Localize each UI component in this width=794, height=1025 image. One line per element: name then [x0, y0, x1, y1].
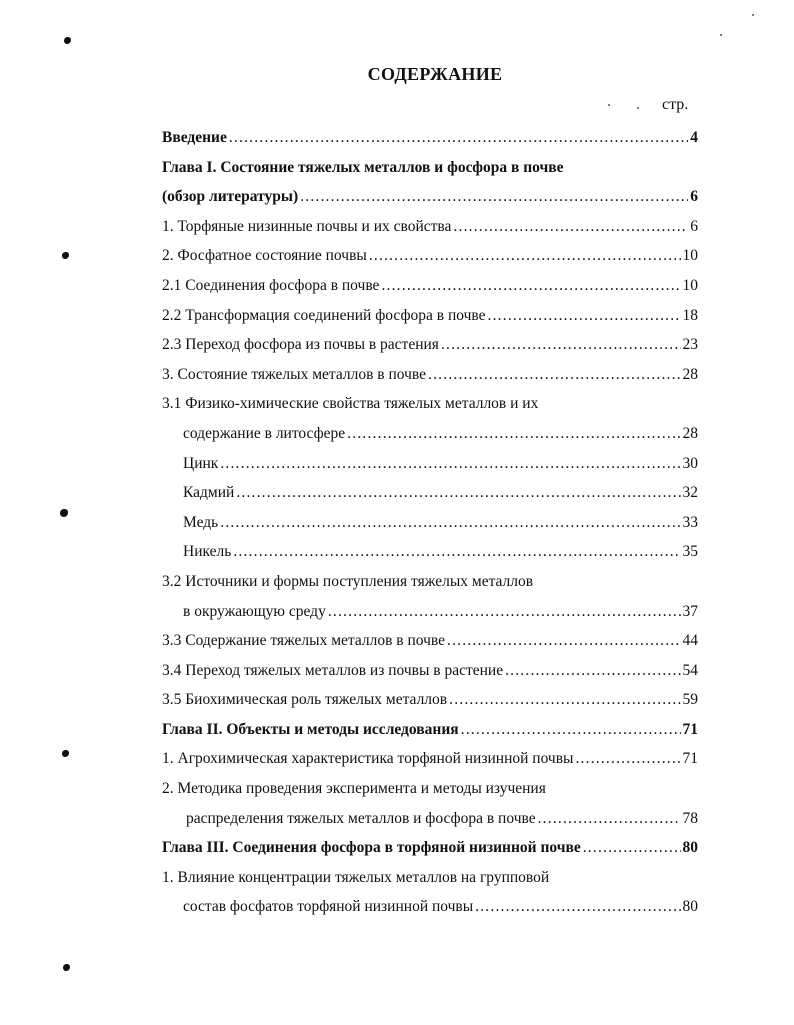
toc-dot-leader: [449, 685, 680, 715]
toc-entry-page: 80: [682, 839, 698, 857]
toc-dot-leader: [453, 212, 688, 242]
toc-dot-leader: [229, 123, 688, 153]
toc-dot-leader: [461, 715, 681, 745]
toc-entry-label: 2. Фосфатное состояние почвы: [162, 247, 367, 265]
toc-dot-leader: [328, 597, 681, 627]
toc-entry-page: 32: [682, 484, 698, 502]
toc-entry-label: Глава II. Объекты и методы исследования: [162, 720, 459, 738]
toc-entry-page: 6: [690, 188, 698, 206]
toc-entry-page: 78: [682, 809, 698, 827]
scan-speck: [637, 107, 639, 109]
toc-entry: [162, 537, 698, 567]
toc-entry-page: 30: [682, 454, 698, 472]
toc-entry-label: 2.1 Соединения фосфора в почве: [162, 276, 380, 294]
scan-mark: [62, 252, 69, 259]
toc-dot-leader: [369, 241, 681, 271]
page-title: СОДЕРЖАНИЕ: [367, 64, 503, 84]
toc-dot-leader: [347, 419, 680, 449]
toc-entry: [162, 626, 698, 656]
toc-dot-leader: [441, 330, 681, 360]
toc-entry: [162, 123, 698, 153]
toc-entry-page: 28: [682, 365, 698, 383]
toc-entry-label: 3.5 Биохимическая роль тяжелых металлов: [162, 691, 448, 709]
toc-entry: [162, 419, 698, 449]
toc-entry-label: 1. Влияние концентрации тяжелых металлов на групповой: [162, 868, 550, 886]
toc-entry: [162, 241, 698, 271]
toc-entry: [162, 508, 698, 538]
toc-entry: [162, 271, 698, 301]
toc-entry-page: 71: [682, 750, 698, 768]
toc-entry: [162, 153, 698, 183]
toc-entry-page: 71: [682, 720, 698, 738]
toc-entry-page: 10: [682, 276, 698, 294]
toc-entry: [162, 478, 698, 508]
toc-entry-label: Глава I. Состояние тяжелых металлов и фосфора в почве: [162, 158, 564, 176]
scan-mark: [60, 509, 68, 517]
toc-entry-label: содержание в литосфере: [183, 424, 346, 442]
toc-entry-label: Никель: [183, 543, 232, 561]
scan-mark: [62, 750, 69, 757]
toc-entry-label: распределения тяжелых металлов и фосфора в почве: [186, 809, 536, 827]
toc-entry-page: 23: [682, 336, 698, 354]
toc-entry-page: 44: [682, 632, 698, 650]
toc-entry: [162, 597, 698, 627]
toc-entry: [162, 774, 698, 804]
toc-entry-page: 4: [690, 129, 698, 146]
toc-dot-leader: [381, 271, 680, 301]
toc-entry-label: Глава III. Соединения фосфора в торфяной низинной почве: [162, 839, 581, 857]
toc-entry-page: 10: [682, 247, 698, 265]
toc-entry-page: 37: [682, 602, 698, 620]
scan-speck: [720, 34, 722, 36]
toc-entry-page: 80: [682, 898, 698, 916]
toc-entry: [162, 182, 698, 212]
toc-entry-label: 3.4 Переход тяжелых металлов из почвы в растение: [162, 661, 504, 679]
toc-entry: [162, 301, 698, 331]
toc-entry: [162, 567, 698, 597]
toc-entry-label: 1. Торфяные низинные почвы и их свойства: [162, 217, 452, 235]
toc-dot-leader: [236, 478, 680, 508]
toc-dot-leader: [447, 626, 680, 656]
toc-entry-label: 2.3 Переход фосфора из почвы в растения: [162, 336, 439, 354]
toc-entry-label: Введение: [162, 129, 227, 146]
toc-dot-leader: [233, 537, 680, 567]
toc-entry-label: (обзор литературы): [162, 188, 299, 206]
toc-entry: [162, 449, 698, 479]
toc-entry-page: 59: [682, 691, 698, 709]
toc-entry-label: 2.2 Трансформация соединений фосфора в почве: [162, 306, 486, 324]
toc-dot-leader: [220, 508, 680, 538]
toc-entry-label: 2. Методика проведения эксперимента и методы изучения: [162, 780, 546, 798]
toc-entry-label: Кадмий: [183, 484, 235, 502]
toc-entry: [162, 863, 698, 893]
toc-dot-leader: [300, 182, 688, 212]
toc-entry-label: Цинк: [183, 454, 219, 472]
toc-entry: [162, 360, 698, 390]
toc-entry-page: 28: [682, 424, 698, 442]
toc-entry-label: 3. Состояние тяжелых металлов в почве: [162, 365, 427, 383]
toc-entry-page: 6: [690, 217, 698, 235]
scan-mark: [64, 37, 71, 44]
scan-speck: [608, 104, 610, 106]
toc-dot-leader: [220, 449, 680, 479]
toc-entry: [162, 212, 698, 242]
toc-entry-label: Медь: [183, 513, 219, 531]
toc-entry-label: в окружающую среду: [183, 602, 326, 620]
toc-entry-page: 33: [682, 513, 698, 531]
toc-dot-leader: [538, 804, 681, 834]
toc-entry: [162, 892, 698, 922]
toc-entry-label: состав фосфатов торфяной низинной почвы: [183, 898, 474, 916]
toc-entry-label: 3.2 Источники и формы поступления тяжелых металлов: [162, 572, 534, 590]
toc-entry: [162, 715, 698, 745]
toc-entry: [162, 804, 698, 834]
toc-dot-leader: [428, 360, 680, 390]
toc-entry-label: 3.1 Физико-химические свойства тяжелых металлов и их: [162, 395, 539, 413]
page-column-label: стр.: [662, 96, 689, 113]
toc-entry: [162, 833, 698, 863]
toc-entry: [162, 685, 698, 715]
toc-entry-label: 3.3 Содержание тяжелых металлов в почве: [162, 632, 446, 650]
toc-dot-leader: [575, 744, 680, 774]
toc-entry: [162, 330, 698, 360]
scan-mark: [63, 964, 70, 971]
scan-speck: [752, 14, 754, 16]
toc-dot-leader: [583, 833, 681, 863]
toc-entry-page: 18: [682, 306, 698, 324]
toc-entry-label: 1. Агрохимическая характеристика торфяной низинной почвы: [162, 750, 574, 768]
toc-entry: [162, 656, 698, 686]
toc-entry: [162, 744, 698, 774]
toc-entry-page: 35: [682, 543, 698, 561]
toc-entry: [162, 389, 698, 419]
toc-dot-leader: [475, 892, 680, 922]
toc-dot-leader: [488, 301, 681, 331]
toc-dot-leader: [505, 656, 680, 686]
toc-entry-page: 54: [682, 661, 698, 679]
table-of-contents: [162, 123, 698, 922]
